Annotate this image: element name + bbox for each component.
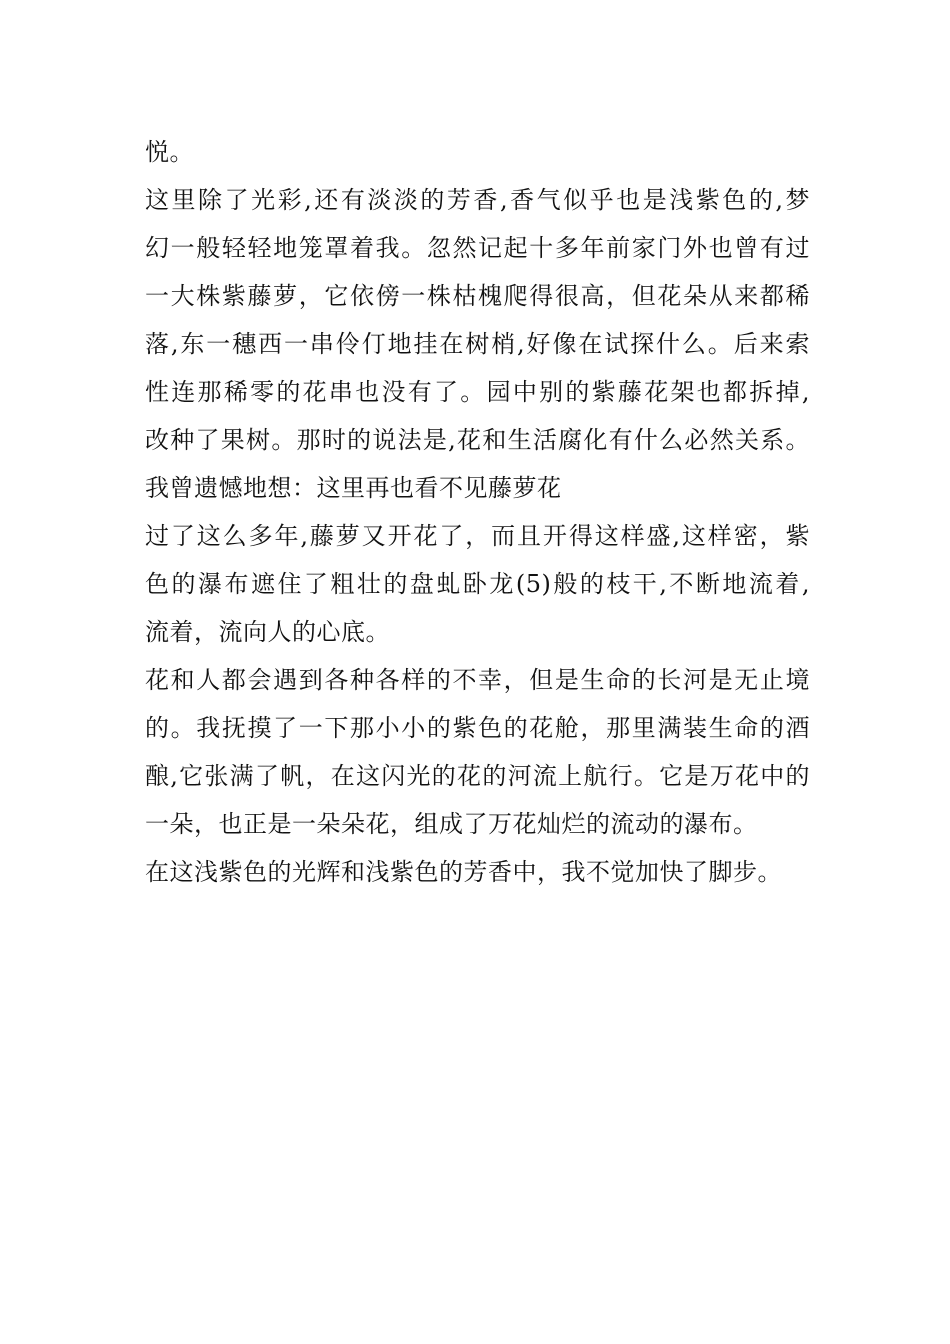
text-line: 色的瀑布遮住了粗壮的盘虬卧龙(5)般的枝干,不断地流着, — [145, 570, 810, 598]
text-line: 幻一般轻轻地笼罩着我。忽然记起十多年前家门外也曾有过 — [145, 234, 810, 262]
text-line: 改种了果树。那时的说法是,花和生活腐化有什么必然关系。 — [145, 426, 810, 454]
text-line: 这里除了光彩,还有淡淡的芳香,香气似乎也是浅紫色的,梦 — [145, 186, 810, 214]
text-line: 花和人都会遇到各种各样的不幸，但是生命的长河是无止境 — [145, 666, 810, 694]
text-line: 过了这么多年,藤萝又开花了，而且开得这样盛,这样密，紫 — [145, 522, 810, 550]
text-line: 的。我抚摸了一下那小小的紫色的花舱，那里满装生命的酒 — [145, 714, 810, 742]
text-line: 落,东一穗西一串伶仃地挂在树梢,好像在试探什么。后来索 — [145, 330, 810, 358]
text-line: 一大株紫藤萝，它依傍一株枯槐爬得很高，但花朵从来都稀 — [145, 282, 810, 310]
text-line: 酿,它张满了帆，在这闪光的花的河流上航行。它是万花中的 — [145, 762, 810, 790]
body-text — [145, 128, 810, 896]
text-line: 我曾遗憾地想：这里再也看不见藤萝花 — [145, 474, 562, 502]
text-line: 悦。 — [145, 138, 194, 166]
text-line: 流着，流向人的心底。 — [145, 618, 390, 646]
text-line: 在这浅紫色的光辉和浅紫色的芳香中，我不觉加快了脚步。 — [145, 858, 782, 886]
text-line: 一朵，也正是一朵朵花，组成了万花灿烂的流动的瀑布。 — [145, 810, 758, 838]
text-line: 性连那稀零的花串也没有了。园中别的紫藤花架也都拆掉, — [145, 378, 810, 406]
